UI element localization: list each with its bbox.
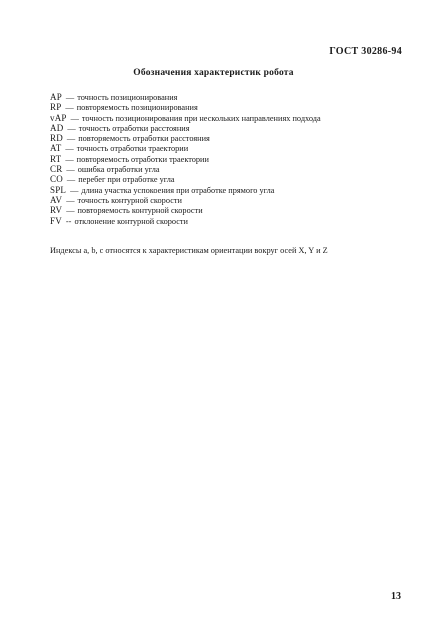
definition-abbr: AT — [50, 143, 62, 154]
definition-row — [50, 174, 410, 184]
definition-text: повторяемость отработки траектории — [76, 154, 209, 164]
definition-dash: — — [70, 113, 79, 123]
definition-text: точность отработки расстояния — [78, 123, 190, 133]
definition-abbr: AV — [50, 194, 63, 205]
definition-row — [50, 123, 410, 133]
definitions-list — [50, 92, 410, 226]
definition-dash: — — [66, 165, 75, 175]
definition-text: длина участка успокоения при отработке прямого угла — [81, 185, 275, 195]
definition-row — [50, 164, 410, 174]
definition-row — [50, 216, 410, 226]
indices-note: Индексы a, b, c относятся к характеристикам ориентации вокруг осей X, Y и Z — [50, 246, 328, 255]
definition-text: точность отработки траектории — [76, 144, 189, 154]
definition-text: повторяемость контурной скорости — [77, 206, 203, 216]
definition-row — [50, 143, 410, 153]
definition-dash: -- — [65, 216, 72, 226]
definition-dash: — — [66, 175, 76, 185]
definition-row — [50, 92, 410, 102]
definition-abbr: CO — [50, 174, 63, 185]
definition-abbr: RV — [50, 205, 63, 216]
definition-text: повторяемость отработки расстояния — [78, 134, 210, 144]
definition-row — [50, 113, 410, 123]
definition-abbr: SPL — [50, 184, 67, 195]
definition-abbr: vAP — [50, 112, 67, 123]
definition-dash: — — [67, 123, 76, 133]
page-number: 13 — [391, 591, 401, 602]
definition-text: повторяемость позиционирования — [76, 103, 198, 113]
definition-dash: — — [66, 195, 75, 205]
definition-row — [50, 195, 410, 205]
definition-abbr: FV — [50, 215, 62, 226]
definition-text: точность позиционирования при нескольких направлениях подхода — [81, 113, 321, 123]
definition-abbr: RP — [50, 102, 62, 113]
definition-abbr: CR — [50, 164, 63, 175]
definition-abbr: AD — [50, 122, 64, 133]
definition-dash: — — [65, 144, 74, 154]
definition-dash: — — [65, 103, 74, 113]
definition-text: отклонение контурной скорости — [74, 216, 188, 226]
definition-dash: — — [65, 93, 75, 102]
definition-text: ошибка отработки угла — [77, 165, 160, 175]
definition-text: точность контурной скорости — [77, 195, 182, 205]
definition-row — [50, 102, 410, 112]
definition-dash: — — [66, 206, 75, 216]
definition-abbr: AP — [50, 92, 62, 102]
definition-row — [50, 154, 410, 164]
definition-dash: — — [65, 154, 74, 164]
definition-dash: — — [70, 185, 79, 195]
standard-code: ГОСТ 30286-94 — [329, 46, 402, 57]
definition-text: перебег при отработке угла — [78, 175, 175, 185]
definition-dash: — — [66, 134, 76, 144]
definition-abbr: RT — [50, 153, 62, 164]
definition-row — [50, 185, 410, 195]
definition-row — [50, 205, 410, 215]
definition-abbr: RD — [50, 133, 63, 144]
section-title: Обозначения характеристик робота — [133, 68, 294, 78]
definition-row — [50, 133, 410, 143]
definition-text: точность позиционирования — [77, 93, 178, 102]
